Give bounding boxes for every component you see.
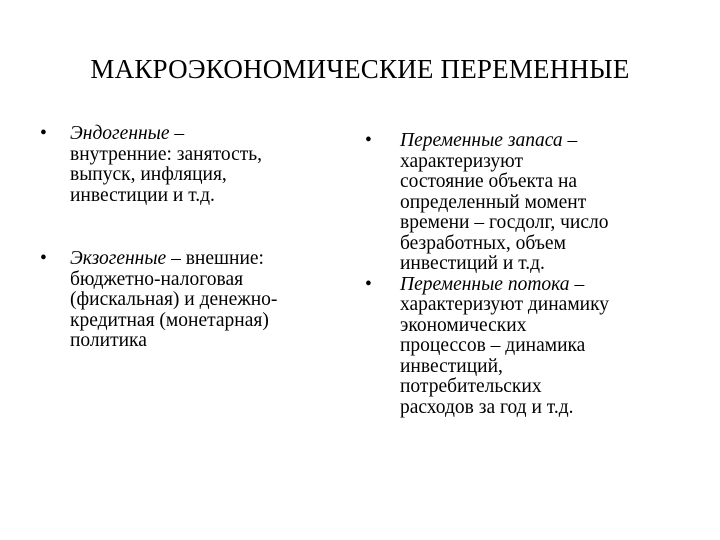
term-exogenous: Экзогенные	[70, 248, 167, 269]
bullet-dot-icon: •	[365, 273, 372, 295]
term-endogenous: Эндогенные	[70, 123, 170, 144]
bullet-line: внутренние: занятость,	[70, 143, 263, 165]
left-column	[40, 124, 350, 352]
bullet-line: выпуск, инфляция,	[70, 164, 227, 185]
bullet-dot-icon: •	[40, 248, 47, 269]
bullet-endogenous	[40, 124, 350, 206]
bullet-first-line	[70, 249, 350, 270]
bullet-line: бюджетно-налоговая	[70, 268, 244, 290]
bullet-first-line	[400, 275, 690, 296]
bullet-line: кредитная (монетарная)	[70, 309, 269, 331]
bullet-line: безработных, объем	[400, 232, 566, 254]
bullet-line: процессов – динамика	[400, 335, 586, 356]
bullet-line: времени – госдолг, число	[400, 212, 609, 233]
bullet-flow-variables	[360, 275, 690, 419]
right-column	[360, 131, 690, 418]
bullet-first-line	[70, 124, 350, 145]
bullet-line: расходов за год и т.д.	[400, 396, 574, 418]
bullet-dot-icon: •	[365, 130, 372, 151]
bullet-dot-icon: •	[40, 123, 47, 144]
bullet-line: определенный момент	[400, 191, 587, 213]
bullet-line: потребительских	[400, 376, 542, 397]
bullet-line: состояние объекта на	[400, 171, 578, 192]
bullet-stock-variables	[360, 131, 690, 275]
slide-title: МАКРОЭКОНОМИЧЕСКИЕ ПЕРЕМЕННЫЕ	[90, 54, 630, 84]
term-dash: – внешние:	[166, 248, 264, 269]
bullet-line: политика	[70, 330, 147, 351]
term-dash: –	[562, 130, 578, 151]
bullet-line: инвестиции и т.д.	[70, 184, 215, 206]
bullet-line: характеризуют динамику	[400, 294, 610, 315]
term-dash: –	[569, 273, 585, 295]
bullet-first-line	[400, 131, 690, 152]
term-dash: –	[169, 123, 185, 144]
bullet-line: инвестиций и т.д.	[400, 253, 545, 274]
term-flow-variables: Переменные потока	[400, 273, 570, 295]
bullet-line: инвестиций,	[400, 355, 503, 377]
bullet-line: характеризуют	[400, 150, 524, 172]
bullet-line: (фискальная) и денежно-	[70, 289, 278, 310]
term-stock-variables: Переменные запаса	[400, 130, 563, 151]
bullet-exogenous	[40, 249, 350, 352]
bullet-line: экономических	[400, 314, 527, 336]
